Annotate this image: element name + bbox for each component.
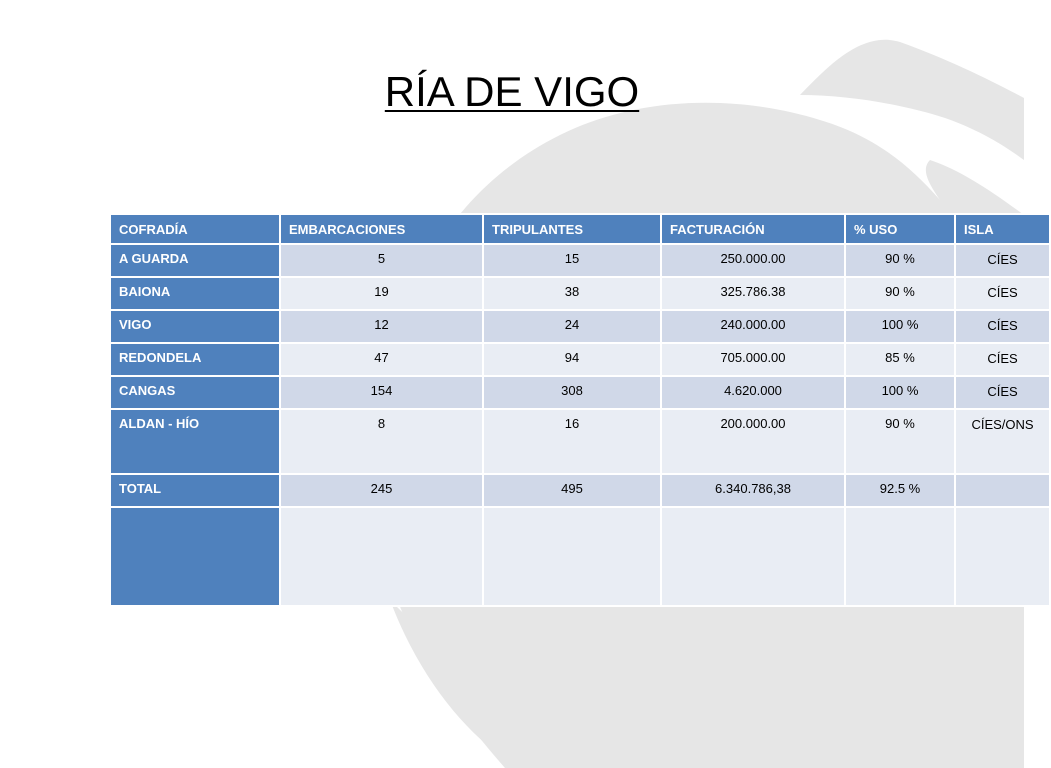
- cell-embarcaciones: 154: [280, 376, 483, 409]
- cell-embarcaciones: 8: [280, 409, 483, 474]
- cell-isla: CÍES: [955, 277, 1050, 310]
- cell-uso: 90 %: [845, 409, 955, 474]
- cell-isla: CÍES: [955, 343, 1050, 376]
- cell-tripulantes: 308: [483, 376, 661, 409]
- cell-embarcaciones: [280, 507, 483, 606]
- cell-cofradia: ALDAN - HÍO: [110, 409, 280, 474]
- table-header-row: [110, 214, 1050, 244]
- table-row: [110, 343, 1050, 376]
- cell-facturacion: 325.786.38: [661, 277, 845, 310]
- cell-uso: [845, 507, 955, 606]
- table-row: [110, 376, 1050, 409]
- cell-uso: 92.5 %: [845, 474, 955, 507]
- cell-facturacion: 200.000.00: [661, 409, 845, 474]
- cell-facturacion: 705.000.00: [661, 343, 845, 376]
- cell-facturacion: 240.000.00: [661, 310, 845, 343]
- cell-embarcaciones: 47: [280, 343, 483, 376]
- cell-isla: CÍES: [955, 244, 1050, 277]
- cell-uso: 85 %: [845, 343, 955, 376]
- cell-isla: [955, 507, 1050, 606]
- column-header-isla: ISLA: [955, 214, 1050, 244]
- cell-cofradia: [110, 507, 280, 606]
- cell-tripulantes: 24: [483, 310, 661, 343]
- table-row: [110, 244, 1050, 277]
- fishing-guild-table: [109, 213, 1051, 607]
- cell-cofradia: VIGO: [110, 310, 280, 343]
- column-header-embarcaciones: EMBARCACIONES: [280, 214, 483, 244]
- cell-isla: CÍES: [955, 310, 1050, 343]
- table-row: [110, 409, 1050, 474]
- cell-embarcaciones: 19: [280, 277, 483, 310]
- column-header-cofradia: COFRADÍA: [110, 214, 280, 244]
- cell-embarcaciones: 12: [280, 310, 483, 343]
- column-header-facturacion: FACTURACIÓN: [661, 214, 845, 244]
- column-header-uso: % USO: [845, 214, 955, 244]
- cell-facturacion: 6.340.786,38: [661, 474, 845, 507]
- cell-tripulantes: [483, 507, 661, 606]
- cell-tripulantes: 38: [483, 277, 661, 310]
- cell-cofradia: A GUARDA: [110, 244, 280, 277]
- table-row-total: [110, 474, 1050, 507]
- cell-uso: 100 %: [845, 376, 955, 409]
- cell-cofradia: CANGAS: [110, 376, 280, 409]
- cell-tripulantes: 15: [483, 244, 661, 277]
- cell-isla: CÍES: [955, 376, 1050, 409]
- page-title: RÍA DE VIGO: [384, 68, 640, 115]
- cell-facturacion: 250.000.00: [661, 244, 845, 277]
- table-row: [110, 277, 1050, 310]
- column-header-tripulantes: TRIPULANTES: [483, 214, 661, 244]
- cell-cofradia: REDONDELA: [110, 343, 280, 376]
- cell-uso: 90 %: [845, 277, 955, 310]
- cell-embarcaciones: 245: [280, 474, 483, 507]
- table-row: [110, 310, 1050, 343]
- cell-cofradia: TOTAL: [110, 474, 280, 507]
- cell-facturacion: 4.620.000: [661, 376, 845, 409]
- cell-embarcaciones: 5: [280, 244, 483, 277]
- table-row-empty: [110, 507, 1050, 606]
- cell-isla: [955, 474, 1050, 507]
- cell-facturacion: [661, 507, 845, 606]
- cell-uso: 90 %: [845, 244, 955, 277]
- cell-tripulantes: 94: [483, 343, 661, 376]
- cell-cofradia: BAIONA: [110, 277, 280, 310]
- cell-tripulantes: 495: [483, 474, 661, 507]
- cell-isla: CÍES/ONS: [955, 409, 1050, 474]
- cell-tripulantes: 16: [483, 409, 661, 474]
- cell-uso: 100 %: [845, 310, 955, 343]
